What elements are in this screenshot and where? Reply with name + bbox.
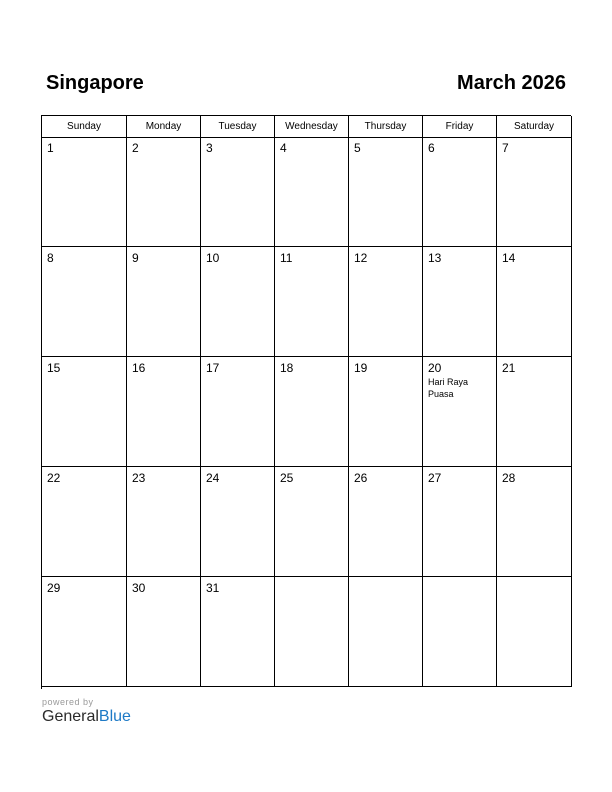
day-number: 18: [280, 361, 294, 375]
day-cell: [423, 357, 497, 467]
day-number: 3: [206, 141, 213, 155]
day-cell: [423, 137, 497, 247]
day-number: 15: [47, 361, 61, 375]
day-number: 5: [354, 141, 361, 155]
day-number: 19: [354, 361, 368, 375]
weekday-saturday: Saturday: [497, 116, 572, 138]
day-number: 1: [47, 141, 54, 155]
day-cell: [497, 247, 572, 357]
day-number: 8: [47, 251, 54, 265]
day-cell: [275, 577, 349, 687]
generalblue-logo: [42, 708, 131, 726]
weekday-tuesday: Tuesday: [201, 116, 275, 138]
day-number: 24: [206, 471, 220, 485]
day-cell: [349, 357, 423, 467]
day-number: 14: [502, 251, 516, 265]
day-cell: [201, 577, 275, 687]
day-cell: [127, 577, 201, 687]
day-number: 6: [428, 141, 435, 155]
weekday-friday: Friday: [423, 116, 497, 138]
day-number: 11: [280, 251, 293, 265]
powered-by-label: powered by: [42, 697, 94, 707]
day-number: 9: [132, 251, 139, 265]
calendar-header: [46, 72, 566, 98]
day-cell: [275, 247, 349, 357]
day-cell: [201, 137, 275, 247]
day-cell: [423, 467, 497, 577]
day-number: 20: [428, 361, 442, 375]
day-number: 2: [132, 141, 139, 155]
day-number: 30: [132, 581, 146, 595]
day-number: 31: [206, 581, 220, 595]
day-cell: [497, 357, 572, 467]
day-cell: [201, 467, 275, 577]
weekday-monday: Monday: [127, 116, 201, 138]
day-cell: [349, 247, 423, 357]
day-cell: [275, 467, 349, 577]
footer-branding: [42, 697, 131, 726]
day-cell: [275, 357, 349, 467]
day-cell: [349, 467, 423, 577]
day-number: 22: [47, 471, 61, 485]
month-title: March 2026: [457, 72, 566, 94]
day-cell: [349, 137, 423, 247]
day-number: 4: [280, 141, 287, 155]
day-cell: [127, 467, 201, 577]
weekday-thursday: Thursday: [349, 116, 423, 138]
day-number: 16: [132, 361, 146, 375]
day-cell: [127, 357, 201, 467]
day-number: 7: [502, 141, 509, 155]
day-cell: [42, 137, 127, 247]
weekday-sunday: Sunday: [42, 116, 127, 138]
day-number: 29: [47, 581, 61, 595]
day-cell: [275, 137, 349, 247]
day-number: 10: [206, 251, 220, 265]
day-cell: [423, 247, 497, 357]
day-cell: [42, 467, 127, 577]
day-cell: [497, 137, 572, 247]
day-cell: [42, 357, 127, 467]
day-cell: [201, 357, 275, 467]
day-cell: [42, 577, 127, 687]
weekday-header-row: [42, 116, 571, 137]
holiday-label: Hari Raya Puasa: [428, 377, 469, 399]
day-number: 17: [206, 361, 220, 375]
day-grid: [42, 137, 571, 687]
day-number: 27: [428, 471, 442, 485]
day-number: 28: [502, 471, 516, 485]
day-cell: [127, 137, 201, 247]
day-number: 25: [280, 471, 294, 485]
day-number: 12: [354, 251, 368, 265]
month-calendar: [41, 115, 571, 689]
day-cell: [349, 577, 423, 687]
day-number: 13: [428, 251, 442, 265]
brand-general-text: General: [42, 708, 99, 725]
day-number: 23: [132, 471, 146, 485]
day-number: 21: [502, 361, 516, 375]
day-number: 26: [354, 471, 368, 485]
day-cell: [42, 247, 127, 357]
country-title: Singapore: [46, 72, 144, 94]
day-cell: [127, 247, 201, 357]
day-cell: [497, 467, 572, 577]
brand-blue-text: Blue: [98, 708, 131, 725]
weekday-wednesday: Wednesday: [275, 116, 349, 138]
day-cell: [201, 247, 275, 357]
day-cell: [423, 577, 497, 687]
day-cell: [497, 577, 572, 687]
